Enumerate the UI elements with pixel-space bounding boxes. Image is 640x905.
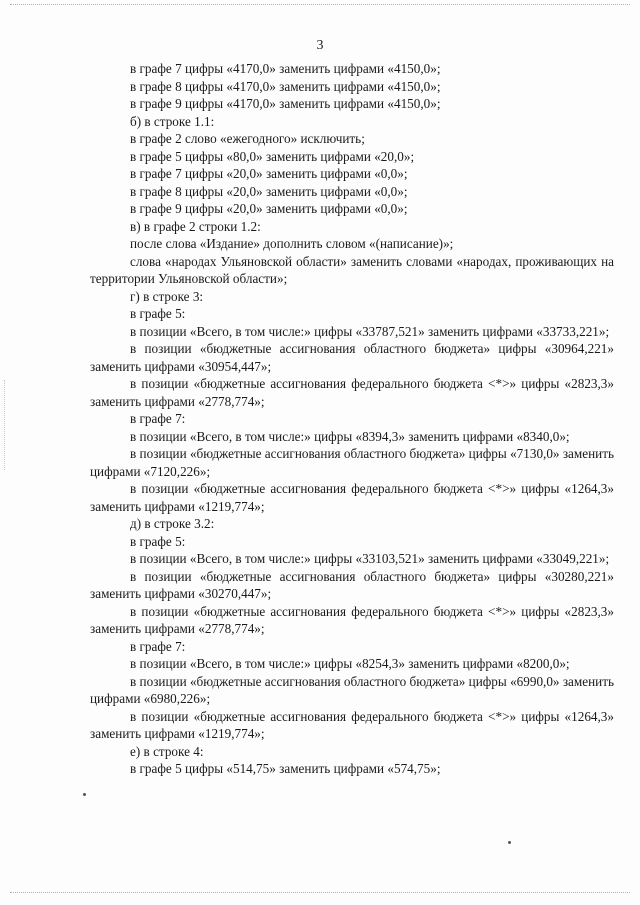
paragraph: в графе 7: — [130, 411, 186, 426]
scan-speck — [83, 793, 86, 796]
paragraph: б) в строке 1.1: — [130, 113, 215, 129]
paragraph: в графе 8 цифры «4170,0» заменить цифрами «4150,0»; — [130, 78, 441, 94]
paragraph: в графе 9 цифры «20,0» заменить цифрами «0,0»; — [130, 201, 408, 216]
paragraph: в позиции «Всего, в том числе:» цифры «33787,521» заменить цифрами «33733,221»; — [130, 323, 610, 339]
paragraph: в графе 8 цифры «20,0» заменить цифрами «0,0»; — [130, 183, 408, 199]
paragraph: в позиции «бюджетные ассигнования федерального бюджета <*>» цифры «1264,3» заменить цифрами «1219,774»; — [90, 481, 614, 514]
paragraph: в графе 7: — [130, 638, 186, 654]
paragraph: в позиции «бюджетные ассигнования федерального бюджета <*>» цифры «1264,3» заменить цифрами «1219,774»; — [90, 708, 614, 741]
paragraph: после слова «Издание» дополнить словом «(написание)»; — [130, 236, 454, 251]
paragraph: г) в строке 3: — [130, 288, 204, 304]
paragraph: в графе 5 цифры «80,0» заменить цифрами «20,0»; — [130, 148, 415, 164]
paragraph: е) в строке 4: — [130, 743, 204, 759]
paragraph: в графе 7 цифры «4170,0» заменить цифрами «4150,0»; — [130, 61, 441, 76]
paragraph: в позиции «Всего, в том числе:» цифры «8394,3» заменить цифрами «8340,0»; — [130, 428, 570, 444]
paragraph: в графе 5: — [130, 533, 186, 549]
paragraph: в позиции «Всего, в том числе:» цифры «33103,521» заменить цифрами «33049,221»; — [130, 551, 610, 566]
paragraph: в позиции «бюджетные ассигнования федерального бюджета <*>» цифры «2823,3» заменить цифрами «2778,774»; — [90, 376, 614, 409]
scan-border-top — [10, 4, 630, 5]
document-body — [90, 60, 614, 778]
paragraph: в позиции «бюджетные ассигнования областного бюджета» цифры «30964,221» заменить цифрами «30954,447»; — [90, 341, 614, 374]
page-number: 3 — [316, 38, 324, 53]
paragraph: в позиции «Всего, в том числе:» цифры «8254,3» заменить цифрами «8200,0»; — [130, 656, 570, 671]
paragraph: в позиции «бюджетные ассигнования областного бюджета» цифры «30280,221» заменить цифрами «30270,447»; — [90, 568, 614, 601]
scan-border-left — [4, 380, 5, 470]
paragraph: в графе 5 цифры «514,75» заменить цифрами «574,75»; — [130, 761, 441, 776]
paragraph: д) в строке 3.2: — [130, 516, 215, 531]
paragraph: в графе 2 слово «ежегодного» исключить; — [130, 131, 365, 146]
paragraph: в позиции «бюджетные ассигнования областного бюджета» цифры «7130,0» заменить цифрами «7120,226»; — [90, 446, 614, 479]
scan-speck — [508, 841, 511, 844]
paragraph: в позиции «бюджетные ассигнования областного бюджета» цифры «6990,0» заменить цифрами «6980,226»; — [90, 673, 614, 706]
paragraph: в графе 7 цифры «20,0» заменить цифрами «0,0»; — [130, 166, 408, 181]
paragraph: в графе 5: — [130, 306, 186, 321]
paragraph: в позиции «бюджетные ассигнования федерального бюджета <*>» цифры «2823,3» заменить цифрами «2778,774»; — [90, 603, 614, 636]
paragraph: слова «народах Ульяновской области» заменить словами «народах, проживающих на территории Ульяновской области»; — [90, 253, 614, 286]
paragraph: в графе 9 цифры «4170,0» заменить цифрами «4150,0»; — [130, 96, 441, 111]
scan-border-bottom — [10, 892, 630, 893]
paragraph: в) в графе 2 строки 1.2: — [130, 218, 261, 234]
